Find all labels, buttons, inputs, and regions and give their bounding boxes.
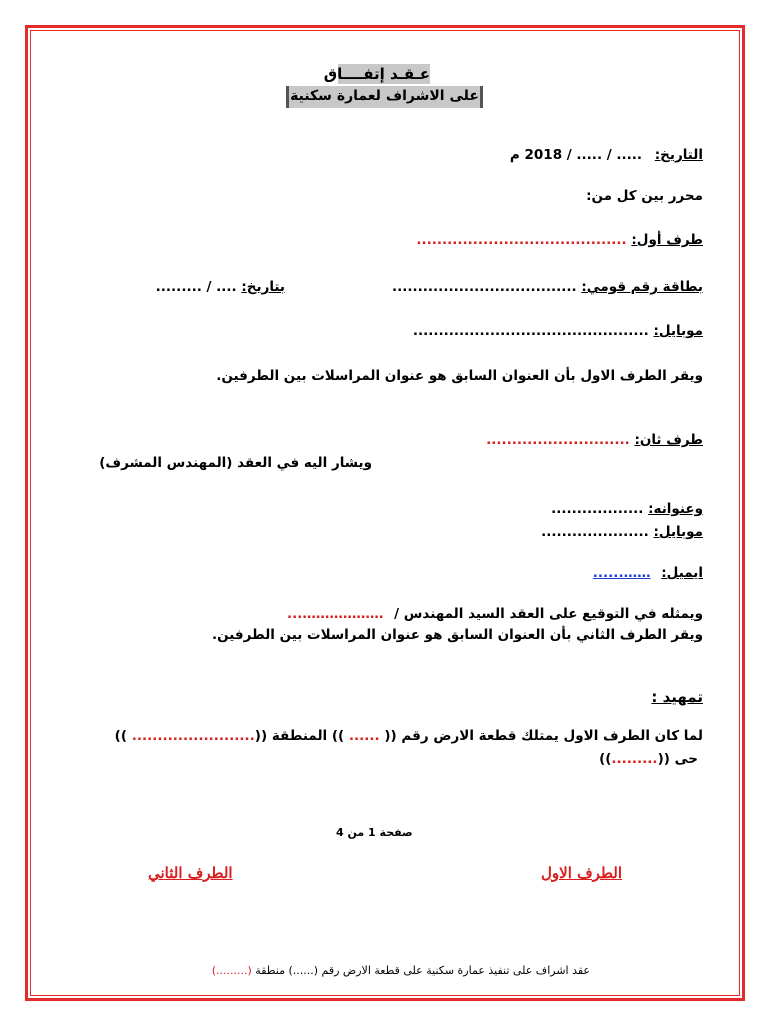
party1-id-date-value: .... / ......... — [155, 279, 237, 295]
party2-acknowledge: ويقر الطرف الثاني بأن العنوان السابق هو عنوان المراسلات بين الطرفين. — [212, 627, 703, 643]
party1-acknowledge: ويقر الطرف الاول بأن العنوان السابق هو عنوان المراسلات بين الطرفين. — [216, 368, 703, 384]
party2-email-field[interactable]: ……...... — [592, 565, 651, 581]
party1-id-field: .................................... — [392, 279, 577, 295]
signature-first-party: الطرف الاول — [541, 864, 622, 882]
title-line-1: عـقـد إتفــــاق — [323, 65, 430, 83]
party1-label: طرف أول: — [631, 232, 703, 248]
party2-email-line — [593, 564, 703, 582]
party1-line — [416, 231, 703, 249]
date-value: ..... / ..... / 2018 م — [509, 147, 643, 163]
party1-id-date-label: بتاريخ: — [241, 279, 285, 295]
date-line — [510, 146, 703, 164]
party2-line — [486, 431, 703, 449]
party1-mobile-line — [413, 322, 703, 340]
district-field: ......... — [611, 751, 658, 767]
engineer-name-field: ………………... — [287, 606, 384, 622]
party2-mobile-label: موبايل: — [653, 524, 703, 540]
party2-mobile-field: ..................... — [541, 524, 649, 540]
party2-email-label: ايميل: — [661, 565, 703, 581]
party2-address-line — [551, 500, 703, 518]
party1-id-label: بطاقة رقم قومي: — [581, 279, 703, 295]
party1-mobile-label: موبايل: — [653, 323, 703, 339]
party2-represented: ويمثله في التوقيع على العقد السيد المهندس / ………………... — [287, 606, 703, 622]
preamble-line-1: لما كان الطرف الاول يمتلك قطعة الارض رقم (( ...... )) المنطقة ((........................ )) — [114, 728, 703, 744]
date-label: التاريخ: — [654, 147, 703, 163]
footer: عقد اشراف على تنفيذ عمارة سكنية على قطعة الارض رقم (......) منطقة (.........) — [211, 964, 590, 977]
party2-label: طرف ثان: — [634, 432, 703, 448]
party2-address-field: .................. — [551, 501, 644, 517]
zone-field: ........................ — [131, 728, 255, 744]
between-parties: محرر بين كل من: — [586, 188, 703, 204]
party1-id-date — [156, 278, 285, 296]
party1-id-line — [392, 278, 703, 296]
party2-address-label: وعنوانه: — [648, 501, 703, 517]
preamble-heading: تمهيد : — [651, 688, 703, 706]
party2-mobile-line — [541, 523, 703, 541]
party1-mobile-field: .............................................. — [412, 323, 649, 339]
title-line-2: على الاشراف لعمارة سكنية — [286, 86, 483, 108]
party2-name-field: ............................ — [486, 432, 630, 448]
page-number: صفحة 1 من 4 — [336, 826, 413, 839]
party2-referred: ويشار اليه في العقد (المهندس المشرف) — [99, 455, 372, 471]
preamble-line-2: حى ((.........)) — [599, 751, 698, 767]
plot-number-field: ...... — [348, 728, 380, 744]
party1-name-field: ......................................... — [416, 232, 627, 248]
signature-second-party: الطرف الثاني — [148, 864, 233, 882]
